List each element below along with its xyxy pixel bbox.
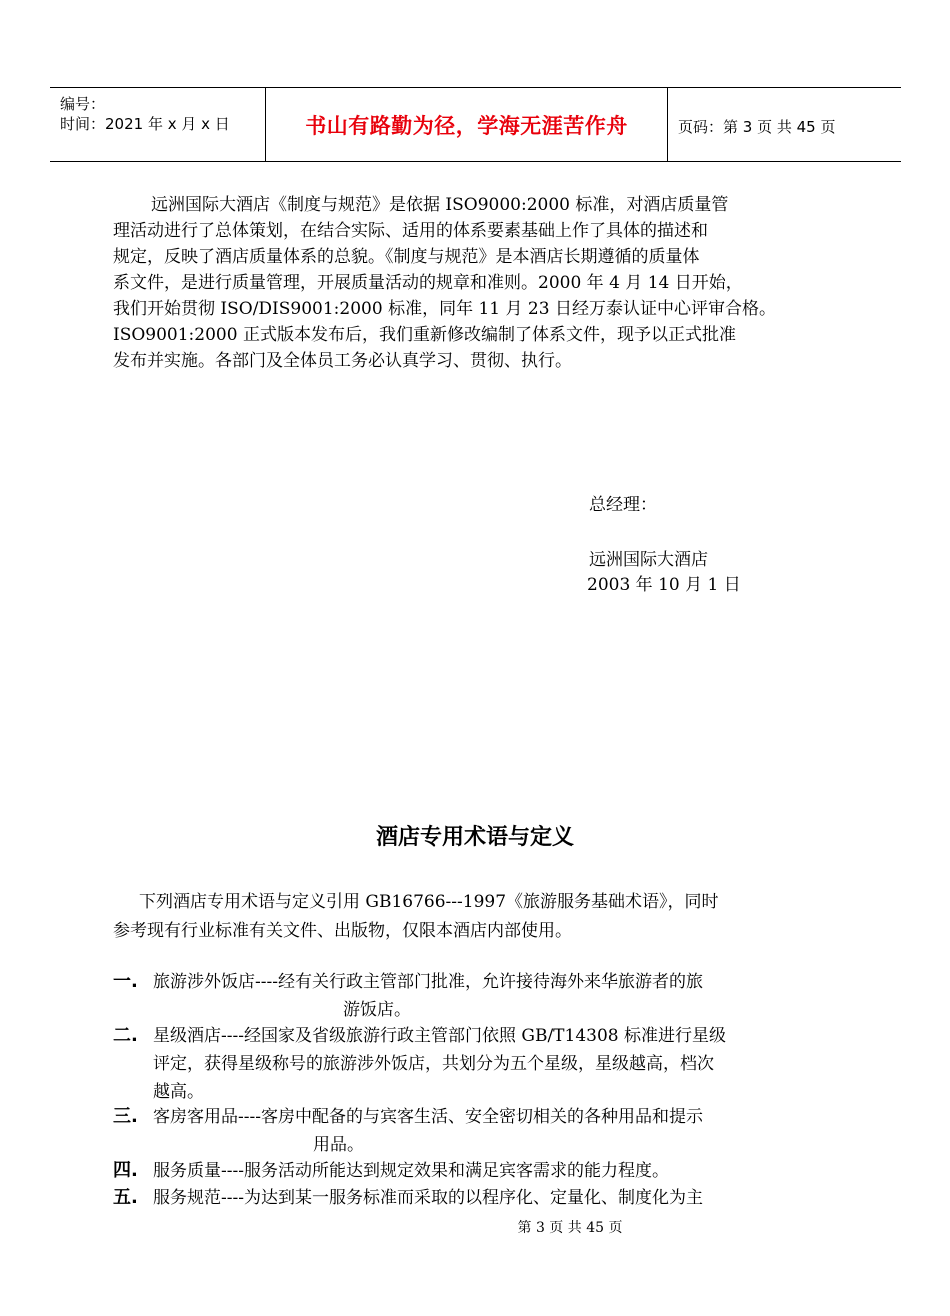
header-meta-cell (50, 88, 266, 161)
intro-line: 理活动进行了总体策划，在结合实际、适用的体系要素基础上作了具体的描述和 (113, 221, 708, 241)
definition-text (153, 1103, 843, 1159)
company-name: 远洲国际大酒店 (589, 550, 708, 570)
definition-number: 四. (113, 1160, 138, 1181)
definition-text (153, 968, 843, 1024)
definition-number: 五. (113, 1187, 138, 1208)
definition-text (153, 1157, 843, 1185)
intro-line: ISO9001:2000 正式版本发布后，我们重新修改编制了体系文件，现予以正式批准 (113, 325, 736, 345)
definition-text (153, 1184, 843, 1212)
header-motto: 书山有路勤为径，学海无涯苦作舟 (305, 114, 628, 138)
intro-paragraph (113, 192, 839, 374)
page-header (50, 87, 901, 162)
definition-number: 一. (113, 971, 138, 992)
section-title: 酒店专用术语与定义 (375, 825, 574, 850)
header-page-label: 页码：第 3 页 共 45 页 (678, 118, 836, 136)
issue-date: 2003 年 10 月 1 日 (587, 575, 741, 595)
header-motto-cell (266, 88, 668, 161)
document-number-label: 编号： (60, 95, 106, 113)
header-page-cell (668, 88, 901, 161)
section-intro-line: 下列酒店专用术语与定义引用 GB16766---1997《旅游服务基础术语》，同时 (139, 892, 719, 912)
definition-line: 服务规范----为达到某一服务标准而采取的以程序化、定量化、制度化为主 (153, 1188, 703, 1208)
definition-line: 服务质量----服务活动所能达到规定效果和满足宾客需求的能力程度。 (153, 1161, 669, 1181)
definition-line: 用品。 (313, 1135, 364, 1155)
definition-line: 越高。 (153, 1082, 204, 1102)
manager-label: 总经理： (589, 495, 657, 515)
definition-line: 星级酒店----经国家及省级旅游行政主管部门依照 GB/T14308 标准进行星级 (153, 1026, 727, 1046)
intro-line: 我们开始贯彻 ISO/DIS9001:2000 标准，同年 11 月 23 日经万泰认证中心评审合格。 (113, 299, 776, 319)
definition-line: 评定，获得星级称号的旅游涉外饭店，共划分为五个星级，星级越高，档次 (153, 1054, 714, 1074)
definition-number: 三. (113, 1106, 138, 1127)
intro-line: 发布并实施。各部门及全体员工务必认真学习、贯彻、执行。 (113, 351, 572, 371)
intro-line: 远洲国际大酒店《制度与规范》是依据 ISO9000:2000 标准，对酒店质量管 (151, 195, 729, 215)
definition-text (153, 1022, 843, 1106)
document-time-label: 时间：2021 年 x 月 x 日 (60, 115, 230, 133)
intro-line: 系文件，是进行质量管理，开展质量活动的规章和准则。2000 年 4 月 14 日开始， (113, 273, 743, 293)
intro-line: 规定，反映了酒店质量体系的总貌。《制度与规范》是本酒店长期遵循的质量体 (113, 247, 700, 267)
definition-line: 游饭店。 (343, 1000, 411, 1020)
section-intro-line: 参考现有行业标准有关文件、出版物，仅限本酒店内部使用。 (113, 921, 572, 941)
definition-line: 客房客用品----客房中配备的与宾客生活、安全密切相关的各种用品和提示 (153, 1107, 703, 1127)
definition-number: 二. (113, 1025, 138, 1046)
page-footer: 第 3 页 共 45 页 (517, 1220, 623, 1236)
section-intro (113, 888, 839, 946)
definition-line: 旅游涉外饭店----经有关行政主管部门批准，允许接待海外来华旅游者的旅 (153, 972, 703, 992)
